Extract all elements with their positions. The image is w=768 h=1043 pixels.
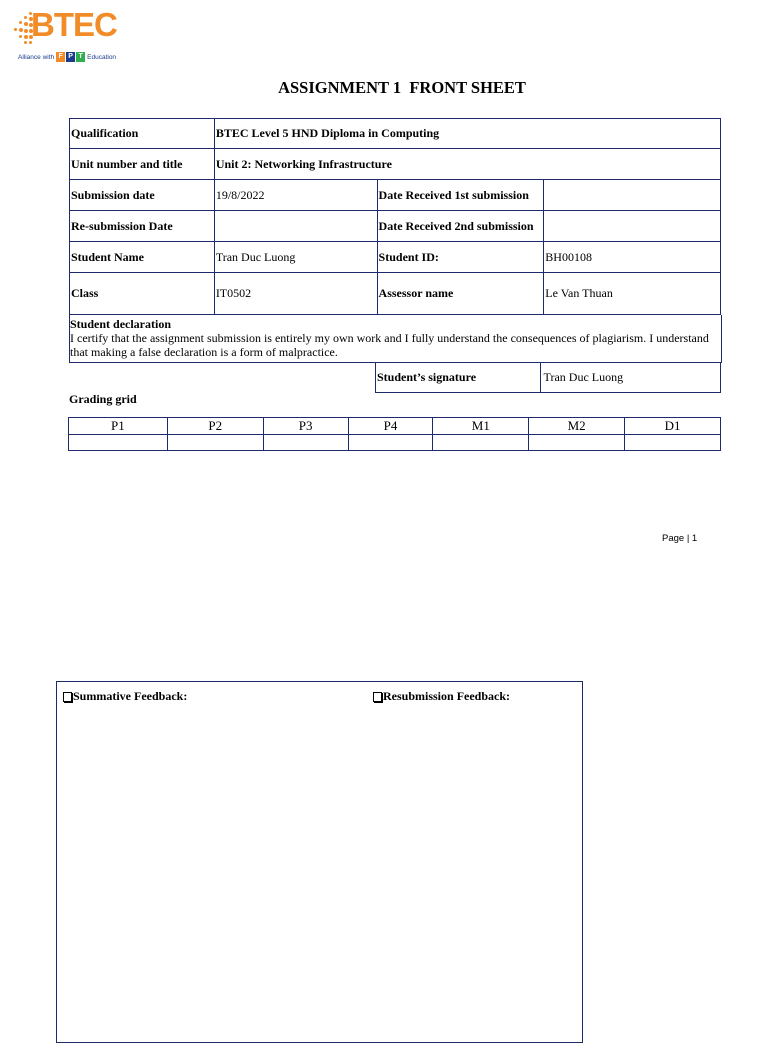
assessor-label: Assessor name <box>377 273 544 315</box>
student-name-label: Student Name <box>70 242 215 273</box>
summative-feedback-label: Summative Feedback: <box>73 689 188 703</box>
page-number: Page | 1 <box>662 533 698 544</box>
resubmission-checkbox-icon[interactable] <box>373 692 382 702</box>
grade-header-p4: P4 <box>348 418 433 435</box>
row-student <box>70 242 721 273</box>
signature-value: Tran Duc Luong <box>540 363 720 393</box>
grade-header-p3: P3 <box>263 418 348 435</box>
qualification-value: BTEC Level 5 HND Diploma in Computing <box>214 119 720 149</box>
resubmission-date-value <box>214 211 377 242</box>
row-qualification <box>70 119 721 149</box>
qualification-label: Qualification <box>70 119 215 149</box>
grade-cell <box>263 435 348 451</box>
unit-label: Unit number and title <box>70 149 215 180</box>
grading-grid-label: Grading grid <box>69 392 137 406</box>
feedback-box <box>56 681 583 1043</box>
row-class <box>70 273 721 315</box>
grading-grid-table <box>68 417 721 451</box>
resubmission-date-label: Re-submission Date <box>70 211 215 242</box>
submission-date-label: Submission date <box>70 180 215 211</box>
grade-header-m2: M2 <box>529 418 625 435</box>
received-2nd-label: Date Received 2nd submission <box>377 211 544 242</box>
class-value: IT0502 <box>214 273 377 315</box>
student-id-label: Student ID: <box>377 242 544 273</box>
declaration-text: I certify that the assignment submission is entirely my own work and I fully understand the consequences of plagiarism. I understand that making a false declaration is a form of malpractice. <box>70 331 709 359</box>
grade-cell <box>348 435 433 451</box>
grade-header-p1: P1 <box>69 418 168 435</box>
declaration-heading: Student declaration <box>70 317 172 331</box>
unit-value: Unit 2: Networking Infrastructure <box>214 149 720 180</box>
front-sheet-table <box>69 118 721 315</box>
grading-value-row <box>69 435 721 451</box>
btec-logo <box>13 8 133 64</box>
summative-feedback <box>63 689 187 704</box>
student-name-value: Tran Duc Luong <box>214 242 377 273</box>
fpt-letter-p: P <box>66 52 75 62</box>
grading-header-row <box>69 418 721 435</box>
fpt-logo <box>56 52 85 62</box>
page-title: ASSIGNMENT 1 FRONT SHEET <box>278 78 526 97</box>
grade-cell <box>529 435 625 451</box>
alliance-suffix: Education <box>87 53 117 61</box>
signature-label: Student’s signature <box>376 363 541 393</box>
row-unit <box>70 149 721 180</box>
assessor-value: Le Van Thuan <box>544 273 721 315</box>
class-label: Class <box>70 273 215 315</box>
student-declaration <box>69 315 722 363</box>
row-submission <box>70 180 721 211</box>
resubmission-feedback-label: Resubmission Feedback: <box>383 689 511 703</box>
student-id-value: BH00108 <box>544 242 721 273</box>
grade-cell <box>69 435 168 451</box>
grade-cell <box>167 435 263 451</box>
alliance-prefix: Alliance with <box>18 53 55 61</box>
resubmission-feedback <box>373 689 510 704</box>
grade-cell <box>625 435 721 451</box>
signature-table <box>375 362 721 393</box>
fpt-letter-t: T <box>76 52 85 62</box>
grade-cell <box>433 435 529 451</box>
submission-date-value: 19/8/2022 <box>214 180 377 211</box>
fpt-letter-f: F <box>56 52 65 62</box>
received-2nd-value <box>544 211 721 242</box>
received-1st-label: Date Received 1st submission <box>377 180 544 211</box>
logo-brand-text: BTEC <box>31 6 117 43</box>
logo-alliance <box>18 52 138 62</box>
row-resubmission <box>70 211 721 242</box>
summative-checkbox-icon[interactable] <box>63 692 72 702</box>
grade-header-m1: M1 <box>433 418 529 435</box>
received-1st-value <box>544 180 721 211</box>
grade-header-p2: P2 <box>167 418 263 435</box>
grade-header-d1: D1 <box>625 418 721 435</box>
